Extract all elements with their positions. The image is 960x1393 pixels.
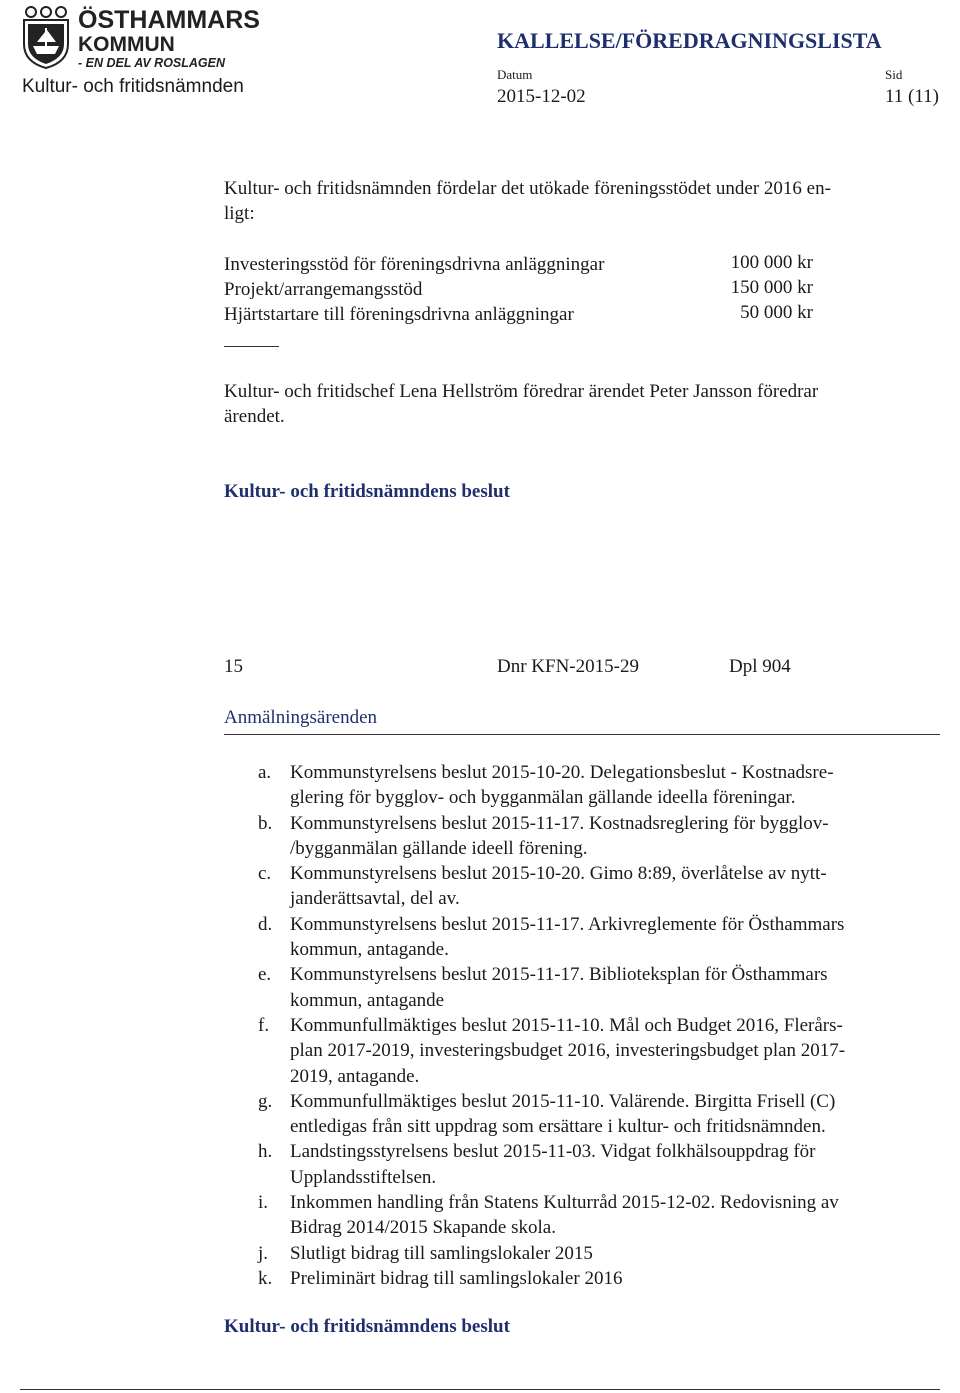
list-item-line: Inkommen handling från Statens Kulturråd 2015-12-02. Redovisning av <box>290 1192 839 1214</box>
list-marker: i. <box>258 1192 269 1214</box>
list-item <box>258 1190 948 1241</box>
list-item-line: /bygganmälan gällande ideell förening. <box>290 837 588 859</box>
decision-heading: Kultur- och fritidsnämndens beslut <box>224 481 510 502</box>
list-item <box>258 912 948 963</box>
decision-heading: Kultur- och fritidsnämndens beslut <box>224 1316 510 1337</box>
presenter-line-2: ärendet. <box>224 406 285 427</box>
list-marker: b. <box>258 812 273 834</box>
list-item-text <box>290 1190 948 1241</box>
list-item-line: janderättsavtal, del av. <box>290 888 460 910</box>
separator-line <box>224 346 279 347</box>
list-item <box>258 1139 948 1190</box>
list-marker: h. <box>258 1141 273 1163</box>
list-item-line: Kommunstyrelsens beslut 2015-10-20. Delegationsbeslut - Kostnadsre- <box>290 762 834 783</box>
list-marker: g. <box>258 1090 273 1112</box>
list-item-line: entledigas från sitt uppdrag som ersättare i kultur- och fritidsnämnden. <box>290 1116 826 1138</box>
allocation-amount: 50 000 kr <box>740 302 813 323</box>
allocation-amount: 150 000 kr <box>730 277 813 298</box>
coat-of-arms-icon <box>20 4 260 70</box>
list-marker: c. <box>258 863 272 885</box>
list-item-text <box>290 1089 948 1140</box>
list-item-line: glering för bygglov- och bygganmälan gällande ideella föreningar. <box>290 787 796 809</box>
list-item <box>258 962 948 1013</box>
list-item-line: kommun, antagande <box>290 989 445 1011</box>
list-marker: j. <box>258 1242 269 1264</box>
list-item-line: Bidrag 2014/2015 Skapande skola. <box>290 1217 556 1239</box>
document-title: KALLELSE/FÖREDRAGNINGSLISTA <box>497 28 882 53</box>
list-item-line: Kommunstyrelsens beslut 2015-11-17. Arkivreglemente för Östhammars <box>290 913 845 935</box>
list-item-text <box>290 1139 948 1190</box>
list-item-text <box>290 1241 948 1266</box>
list-item-text <box>290 962 948 1013</box>
item-dnr: Dnr KFN-2015-29 <box>497 656 639 677</box>
list-marker: k. <box>258 1267 273 1289</box>
list-item-text <box>290 760 948 811</box>
notice-list <box>258 760 948 1291</box>
list-item <box>258 1089 948 1140</box>
list-item-text <box>290 1266 948 1291</box>
item-number: 15 <box>224 656 243 677</box>
intro-line-1: Kultur- och fritidsnämnden fördelar det utökade föreningsstödet under 2016 en- <box>224 178 831 199</box>
item-subject: Anmälningsärenden <box>224 707 378 728</box>
list-item-line: Kommunstyrelsens beslut 2015-11-17. Kostnadsreglering för bygglov- <box>290 812 829 834</box>
date-value: 2015-12-02 <box>497 86 586 107</box>
list-item-text <box>290 861 948 912</box>
list-item <box>258 760 948 811</box>
list-item-line: 2019, antagande. <box>290 1065 420 1087</box>
list-item <box>258 861 948 912</box>
list-marker: e. <box>258 964 272 986</box>
logo-line-1: ÖSTHAMMARS <box>78 6 260 34</box>
list-item-line: Kommunstyrelsens beslut 2015-10-20. Gimo 8:89, överlåtelse av nytt- <box>290 863 827 885</box>
list-item-line: Preliminärt bidrag till samlingslokaler 2016 <box>290 1267 623 1289</box>
allocation-label: Hjärtstartare till föreningsdrivna anläggningar <box>224 304 574 325</box>
list-item-line: Landstingsstyrelsens beslut 2015-11-03. Vidgat folkhälsouppdrag för <box>290 1141 816 1163</box>
list-item-text <box>290 1013 948 1089</box>
logo-line-3: - EN DEL AV ROSLAGEN <box>78 56 226 70</box>
list-marker: a. <box>258 762 272 783</box>
list-item <box>258 1013 948 1089</box>
list-marker: d. <box>258 913 273 935</box>
list-item-line: Kommunfullmäktiges beslut 2015-11-10. Mål och Budget 2016, Flerårs- <box>290 1014 843 1036</box>
item-dpl: Dpl 904 <box>729 656 791 677</box>
presenter-line-1: Kultur- och fritidschef Lena Hellström föredrar ärendet Peter Jansson föredrar <box>224 381 819 402</box>
allocation-label: Projekt/arrangemangsstöd <box>224 279 423 300</box>
list-item-line: plan 2017-2019, investeringsbudget 2016, investeringsbudget plan 2017- <box>290 1040 846 1062</box>
list-marker: f. <box>258 1014 270 1036</box>
list-item <box>258 1241 948 1266</box>
page-label: Sid <box>885 67 903 82</box>
organization-name: Kultur- och fritidsnämnden <box>22 76 244 97</box>
logo-line-2: KOMMUN <box>78 33 175 56</box>
intro-line-2: ligt: <box>224 203 255 224</box>
list-item-text <box>290 912 948 963</box>
list-item <box>258 811 948 862</box>
footer-line <box>20 1389 940 1390</box>
list-item-text <box>290 811 948 862</box>
allocation-amount: 100 000 kr <box>730 252 813 273</box>
list-item-line: kommun, antagande. <box>290 939 449 961</box>
page-number: 11 (11) <box>885 86 939 107</box>
list-item-line: Upplandsstiftelsen. <box>290 1166 437 1188</box>
list-item-line: Kommunstyrelsens beslut 2015-11-17. Biblioteksplan för Östhammars <box>290 964 828 986</box>
allocation-label: Investeringsstöd för föreningsdrivna anläggningar <box>224 254 605 275</box>
date-label: Datum <box>497 67 533 82</box>
subject-underline <box>224 734 940 735</box>
list-item-line: Kommunfullmäktiges beslut 2015-11-10. Valärende. Birgitta Frisell (C) <box>290 1090 836 1112</box>
list-item <box>258 1266 948 1291</box>
municipality-logo <box>20 4 260 70</box>
list-item-line: Slutligt bidrag till samlingslokaler 2015 <box>290 1242 593 1264</box>
